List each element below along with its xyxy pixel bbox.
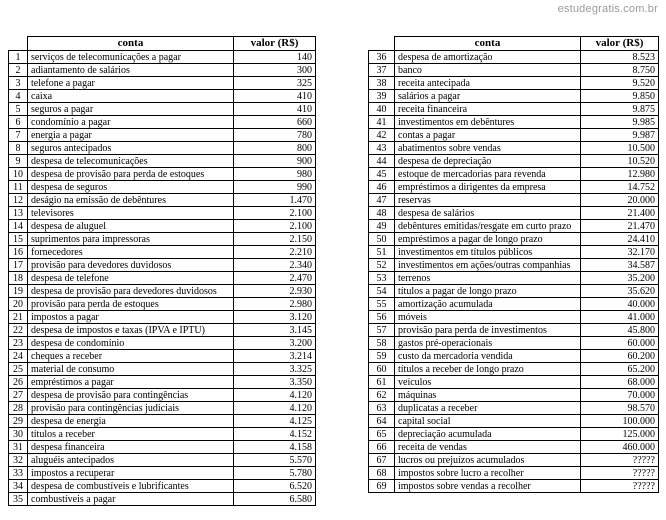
row-number: 32: [9, 454, 28, 467]
table-row: [369, 350, 659, 363]
table-row: [9, 415, 316, 428]
table-row: [9, 155, 316, 168]
row-number: 33: [9, 467, 28, 480]
row-number: 43: [369, 142, 395, 155]
account-name: despesa de telecomunicações: [28, 155, 234, 168]
row-number: 30: [9, 428, 28, 441]
account-value: 300: [234, 64, 316, 77]
table-row: [9, 142, 316, 155]
account-name: investimentos em títulos públicos: [395, 246, 581, 259]
account-name: receita financeira: [395, 103, 581, 116]
row-number: 37: [369, 64, 395, 77]
table-row: [9, 389, 316, 402]
account-name: seguros antecipados: [28, 142, 234, 155]
account-name: móveis: [395, 311, 581, 324]
account-name: empréstimos a pagar: [28, 376, 234, 389]
account-value: 4.120: [234, 389, 316, 402]
row-number: 40: [369, 103, 395, 116]
table-row: [9, 64, 316, 77]
account-name: provisão para devedores duvidosos: [28, 259, 234, 272]
account-name: condomínio a pagar: [28, 116, 234, 129]
table-row: [369, 324, 659, 337]
row-number: 63: [369, 402, 395, 415]
account-name: abatimentos sobre vendas: [395, 142, 581, 155]
accounts-table-right: [368, 36, 659, 493]
row-number: 8: [9, 142, 28, 155]
row-number: 31: [9, 441, 28, 454]
table-row: [9, 194, 316, 207]
account-value: 8.750: [581, 64, 659, 77]
account-name: gastos pré-operacionais: [395, 337, 581, 350]
account-name: despesa de amortização: [395, 51, 581, 64]
account-name: despesa de seguros: [28, 181, 234, 194]
account-name: impostos a pagar: [28, 311, 234, 324]
table-row: [369, 337, 659, 350]
table-row: [369, 155, 659, 168]
account-name: suprimentos para impressoras: [28, 233, 234, 246]
row-number: 64: [369, 415, 395, 428]
table-row: [369, 298, 659, 311]
table-row: [369, 259, 659, 272]
header-valor: valor (R$): [581, 37, 659, 51]
account-name: debêntures emitidas/resgate em curto prazo: [395, 220, 581, 233]
account-value: 2.100: [234, 220, 316, 233]
row-number: 57: [369, 324, 395, 337]
account-value: 65.200: [581, 363, 659, 376]
row-number: 1: [9, 51, 28, 64]
table-row: [369, 389, 659, 402]
row-number: 49: [369, 220, 395, 233]
account-value: 9.520: [581, 77, 659, 90]
account-name: estoque de mercadorias para revenda: [395, 168, 581, 181]
table-row: [9, 428, 316, 441]
table-row: [9, 168, 316, 181]
row-number: 22: [9, 324, 28, 337]
account-name: empréstimos a pagar de longo prazo: [395, 233, 581, 246]
row-number: 51: [369, 246, 395, 259]
account-value: 34.587: [581, 259, 659, 272]
account-name: despesa de telefone: [28, 272, 234, 285]
row-number: 19: [9, 285, 28, 298]
account-name: títulos a pagar de longo prazo: [395, 285, 581, 298]
table-row: [369, 311, 659, 324]
header-valor: valor (R$): [234, 37, 316, 51]
table-row: [369, 428, 659, 441]
table-row: [369, 207, 659, 220]
account-value: 60.200: [581, 350, 659, 363]
account-value: 3.145: [234, 324, 316, 337]
row-number: 62: [369, 389, 395, 402]
row-number: 44: [369, 155, 395, 168]
row-number: 68: [369, 467, 395, 480]
table-row: [9, 376, 316, 389]
account-name: despesa de energia: [28, 415, 234, 428]
table-row: [9, 233, 316, 246]
account-name: provisão para contingências judiciais: [28, 402, 234, 415]
table-row: [369, 233, 659, 246]
row-number: 61: [369, 376, 395, 389]
account-name: amortização acumulada: [395, 298, 581, 311]
account-value: 35.620: [581, 285, 659, 298]
account-value: 98.570: [581, 402, 659, 415]
row-number: 20: [9, 298, 28, 311]
row-number: 67: [369, 454, 395, 467]
account-value: 410: [234, 90, 316, 103]
account-name: empréstimos a dirigentes da empresa: [395, 181, 581, 194]
row-number: 36: [369, 51, 395, 64]
row-number: 13: [9, 207, 28, 220]
account-value: 10.520: [581, 155, 659, 168]
account-name: combustíveis a pagar: [28, 493, 234, 506]
table-row: [9, 116, 316, 129]
table-row: [9, 272, 316, 285]
account-value: 9.875: [581, 103, 659, 116]
account-value: 6.520: [234, 480, 316, 493]
table-row: [9, 441, 316, 454]
row-number: 54: [369, 285, 395, 298]
account-name: despesa de condomínio: [28, 337, 234, 350]
account-name: despesa de depreciação: [395, 155, 581, 168]
account-name: salários a pagar: [395, 90, 581, 103]
account-value: 4.152: [234, 428, 316, 441]
header-number-blank: [369, 37, 395, 51]
row-number: 28: [9, 402, 28, 415]
account-name: lucros ou prejuízos acumulados: [395, 454, 581, 467]
row-number: 2: [9, 64, 28, 77]
row-number: 65: [369, 428, 395, 441]
account-name: provisão para perda de investimentos: [395, 324, 581, 337]
account-name: despesa de salários: [395, 207, 581, 220]
account-value: 5.780: [234, 467, 316, 480]
account-name: impostos sobre vendas a recolher: [395, 480, 581, 493]
accounts-table-left: [8, 36, 316, 506]
account-name: receita antecipada: [395, 77, 581, 90]
row-number: 24: [9, 350, 28, 363]
account-value: 60.000: [581, 337, 659, 350]
account-name: aluguéis antecipados: [28, 454, 234, 467]
account-name: despesa de provisão para devedores duvidosos: [28, 285, 234, 298]
row-number: 6: [9, 116, 28, 129]
table-row: [9, 454, 316, 467]
account-value: 24.410: [581, 233, 659, 246]
account-value: 660: [234, 116, 316, 129]
account-value: ?????: [581, 467, 659, 480]
table-row: [369, 480, 659, 493]
row-number: 4: [9, 90, 28, 103]
row-number: 34: [9, 480, 28, 493]
account-value: 980: [234, 168, 316, 181]
row-number: 60: [369, 363, 395, 376]
row-number: 12: [9, 194, 28, 207]
row-number: 66: [369, 441, 395, 454]
row-number: 21: [9, 311, 28, 324]
account-value: 3.200: [234, 337, 316, 350]
account-name: despesa financeira: [28, 441, 234, 454]
table-row: [369, 51, 659, 64]
row-number: 11: [9, 181, 28, 194]
table-row: [9, 220, 316, 233]
account-name: televisores: [28, 207, 234, 220]
account-value: 2.980: [234, 298, 316, 311]
account-name: adiantamento de salários: [28, 64, 234, 77]
account-value: 2.340: [234, 259, 316, 272]
table-row: [369, 194, 659, 207]
account-name: investimentos em ações/outras companhias: [395, 259, 581, 272]
account-name: caixa: [28, 90, 234, 103]
account-name: terrenos: [395, 272, 581, 285]
account-value: 100.000: [581, 415, 659, 428]
row-number: 50: [369, 233, 395, 246]
account-value: 32.170: [581, 246, 659, 259]
table-row: [9, 77, 316, 90]
row-number: 9: [9, 155, 28, 168]
table-row: [9, 480, 316, 493]
row-number: 42: [369, 129, 395, 142]
account-name: serviços de telecomunicações a pagar: [28, 51, 234, 64]
account-value: 4.158: [234, 441, 316, 454]
row-number: 7: [9, 129, 28, 142]
header-number-blank: [9, 37, 28, 51]
account-name: energia a pagar: [28, 129, 234, 142]
account-name: despesa de combustíveis e lubrificantes: [28, 480, 234, 493]
table-row: [369, 272, 659, 285]
account-name: telefone a pagar: [28, 77, 234, 90]
table-header-row: [369, 37, 659, 51]
account-value: 45.800: [581, 324, 659, 337]
table-row: [9, 467, 316, 480]
account-name: reservas: [395, 194, 581, 207]
table-row: [369, 168, 659, 181]
account-name: banco: [395, 64, 581, 77]
account-value: 410: [234, 103, 316, 116]
row-number: 69: [369, 480, 395, 493]
table-row: [369, 285, 659, 298]
table-row: [9, 207, 316, 220]
account-value: 780: [234, 129, 316, 142]
table-row: [369, 402, 659, 415]
account-value: 10.500: [581, 142, 659, 155]
account-name: despesa de provisão para perda de estoques: [28, 168, 234, 181]
row-number: 18: [9, 272, 28, 285]
table-row: [9, 259, 316, 272]
row-number: 52: [369, 259, 395, 272]
account-name: deságio na emissão de debêntures: [28, 194, 234, 207]
table-row: [9, 246, 316, 259]
row-number: 17: [9, 259, 28, 272]
row-number: 53: [369, 272, 395, 285]
table-row: [9, 181, 316, 194]
table-body-left: [9, 51, 316, 506]
table-row: [369, 467, 659, 480]
account-value: 140: [234, 51, 316, 64]
account-value: 35.200: [581, 272, 659, 285]
account-value: ?????: [581, 454, 659, 467]
row-number: 48: [369, 207, 395, 220]
account-value: 3.350: [234, 376, 316, 389]
table-row: [369, 103, 659, 116]
account-value: 14.752: [581, 181, 659, 194]
account-value: 2.210: [234, 246, 316, 259]
row-number: 26: [9, 376, 28, 389]
row-number: 10: [9, 168, 28, 181]
account-name: fornecedores: [28, 246, 234, 259]
row-number: 29: [9, 415, 28, 428]
account-value: 41.000: [581, 311, 659, 324]
row-number: 56: [369, 311, 395, 324]
row-number: 15: [9, 233, 28, 246]
account-name: duplicatas a receber: [395, 402, 581, 415]
row-number: 45: [369, 168, 395, 181]
account-value: 2.100: [234, 207, 316, 220]
table-body-right: [369, 51, 659, 493]
account-value: 2.930: [234, 285, 316, 298]
table-row: [9, 493, 316, 506]
row-number: 55: [369, 298, 395, 311]
account-value: 1.470: [234, 194, 316, 207]
account-value: 68.000: [581, 376, 659, 389]
table-row: [9, 311, 316, 324]
table-row: [9, 103, 316, 116]
header-conta: conta: [395, 37, 581, 51]
table-row: [369, 142, 659, 155]
row-number: 39: [369, 90, 395, 103]
account-value: ?????: [581, 480, 659, 493]
account-value: 3.325: [234, 363, 316, 376]
account-name: cheques a receber: [28, 350, 234, 363]
account-name: contas a pagar: [395, 129, 581, 142]
row-number: 23: [9, 337, 28, 350]
table-row: [369, 116, 659, 129]
account-value: 70.000: [581, 389, 659, 402]
account-value: 460.000: [581, 441, 659, 454]
account-value: 125.000: [581, 428, 659, 441]
account-name: custo da mercadoria vendida: [395, 350, 581, 363]
table-row: [9, 51, 316, 64]
table-row: [9, 337, 316, 350]
table-row: [9, 324, 316, 337]
account-value: 21.470: [581, 220, 659, 233]
account-value: 21.400: [581, 207, 659, 220]
row-number: 27: [9, 389, 28, 402]
site-watermark: estudegratis.com.br: [557, 3, 658, 15]
account-value: 4.125: [234, 415, 316, 428]
account-value: 990: [234, 181, 316, 194]
table-row: [369, 441, 659, 454]
table-row: [369, 363, 659, 376]
account-value: 325: [234, 77, 316, 90]
row-number: 3: [9, 77, 28, 90]
row-number: 14: [9, 220, 28, 233]
account-value: 5.570: [234, 454, 316, 467]
table-row: [369, 129, 659, 142]
account-value: 6.580: [234, 493, 316, 506]
row-number: 59: [369, 350, 395, 363]
table-row: [9, 402, 316, 415]
account-name: impostos sobre lucro a recolher: [395, 467, 581, 480]
account-value: 8.523: [581, 51, 659, 64]
table-row: [369, 415, 659, 428]
header-conta: conta: [28, 37, 234, 51]
account-name: despesa de aluguel: [28, 220, 234, 233]
account-name: despesa de provisão para contingências: [28, 389, 234, 402]
account-name: impostos a recuperar: [28, 467, 234, 480]
account-name: máquinas: [395, 389, 581, 402]
row-number: 58: [369, 337, 395, 350]
row-number: 38: [369, 77, 395, 90]
row-number: 46: [369, 181, 395, 194]
account-name: veículos: [395, 376, 581, 389]
table-row: [369, 376, 659, 389]
account-name: capital social: [395, 415, 581, 428]
account-value: 2.470: [234, 272, 316, 285]
account-name: títulos a receber: [28, 428, 234, 441]
table-row: [9, 298, 316, 311]
table-row: [369, 64, 659, 77]
account-name: depreciação acumulada: [395, 428, 581, 441]
table-row: [9, 90, 316, 103]
table-row: [369, 220, 659, 233]
row-number: 25: [9, 363, 28, 376]
table-row: [9, 285, 316, 298]
account-name: material de consumo: [28, 363, 234, 376]
table-row: [9, 363, 316, 376]
account-name: seguros a pagar: [28, 103, 234, 116]
row-number: 35: [9, 493, 28, 506]
account-value: 9.985: [581, 116, 659, 129]
table-row: [369, 246, 659, 259]
table-header-row: [9, 37, 316, 51]
account-value: 900: [234, 155, 316, 168]
row-number: 16: [9, 246, 28, 259]
account-name: provisão para perda de estoques: [28, 298, 234, 311]
account-value: 3.120: [234, 311, 316, 324]
account-value: 9.850: [581, 90, 659, 103]
account-value: 12.980: [581, 168, 659, 181]
row-number: 5: [9, 103, 28, 116]
table-row: [9, 350, 316, 363]
account-value: 800: [234, 142, 316, 155]
row-number: 41: [369, 116, 395, 129]
account-value: 3.214: [234, 350, 316, 363]
table-row: [369, 77, 659, 90]
account-value: 20.000: [581, 194, 659, 207]
table-row: [9, 129, 316, 142]
account-value: 40.000: [581, 298, 659, 311]
account-name: títulos a receber de longo prazo: [395, 363, 581, 376]
account-value: 2.150: [234, 233, 316, 246]
account-name: receita de vendas: [395, 441, 581, 454]
table-row: [369, 454, 659, 467]
row-number: 47: [369, 194, 395, 207]
table-row: [369, 181, 659, 194]
account-value: 9.987: [581, 129, 659, 142]
account-name: despesa de impostos e taxas (IPVA e IPTU): [28, 324, 234, 337]
account-value: 4.120: [234, 402, 316, 415]
table-row: [369, 90, 659, 103]
account-name: investimentos em debêntures: [395, 116, 581, 129]
